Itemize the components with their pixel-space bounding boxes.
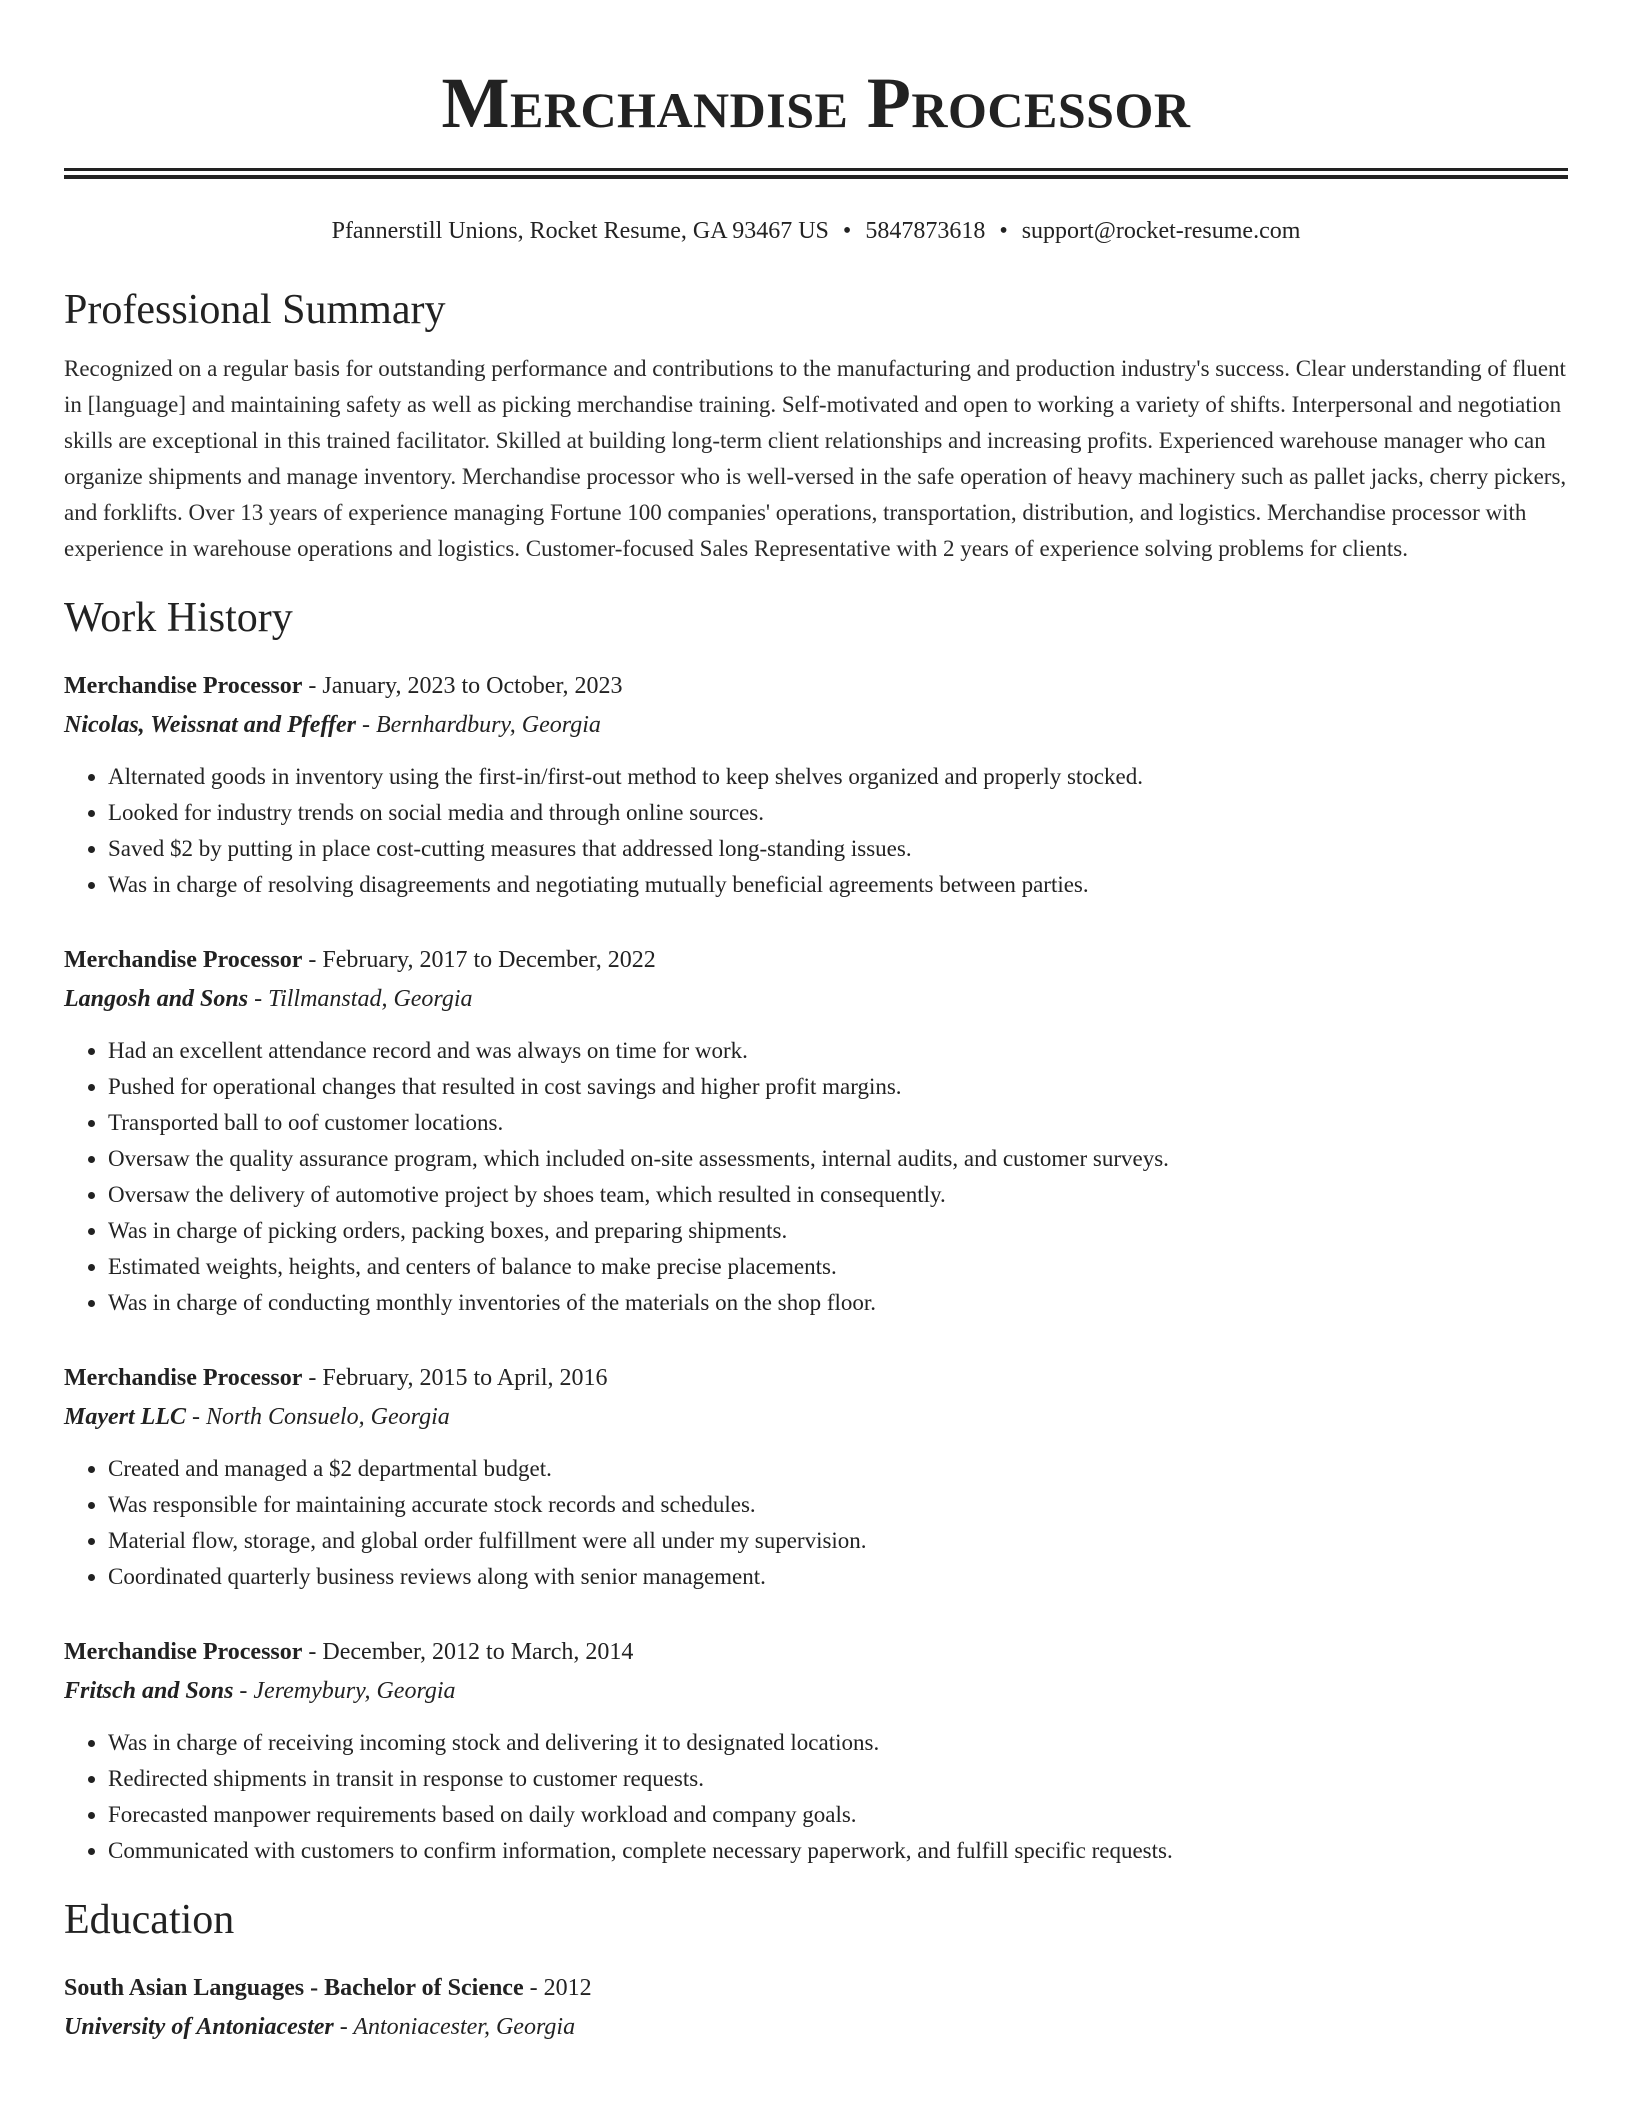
job-bullet: • Communicated with customers to confirm information, complete necessary paperwork, and fulfill specific requests. [108,1833,1568,1869]
job-role: Merchandise Processor [64,947,303,973]
job-location: - Tillmanstad, Georgia [248,986,473,1012]
job-bullet: • Estimated weights, heights, and centers of balance to make precise placements. [108,1249,1568,1285]
header-divider [64,168,1568,179]
job-bullet: • Alternated goods in inventory using the first-in/first-out method to keep shelves organized and properly stocked. [108,759,1568,795]
job-entry [64,1359,1568,1595]
job-dates: - January, 2023 to October, 2023 [302,673,623,699]
candidate-name: Merchandise Processor [441,63,1191,143]
job-location: - Jeremybury, Georgia [233,1678,456,1704]
education-heading: Education [64,1897,235,1943]
job-bullet: • Oversaw the delivery of automotive project by shoes team, which resulted in consequently. [108,1177,1568,1213]
job-bullet: • Was in charge of resolving disagreements and negotiating mutually beneficial agreements between parties. [108,867,1568,903]
job-bullet: • Was in charge of conducting monthly inventories of the materials on the shop floor. [108,1285,1568,1321]
job-company-line [64,705,1568,745]
job-entry [64,1633,1568,1869]
job-dates: - February, 2015 to April, 2016 [302,1365,608,1391]
job-company-line [64,1671,1568,1711]
job-bullet: • Created and managed a $2 departmental budget. [108,1451,1568,1487]
job-bullets [64,1451,1568,1595]
job-title-line [64,941,1568,979]
job-company: Fritsch and Sons [64,1678,234,1704]
education-entry [64,1969,1568,2047]
summary-heading: Professional Summary [64,287,446,333]
education-year: - 2012 [523,1975,592,2001]
job-bullet: • Was in charge of picking orders, packing boxes, and preparing shipments. [108,1213,1568,1249]
job-company-line [64,979,1568,1019]
job-company: Nicolas, Weissnat and Pfeffer [64,712,356,738]
education-school-line [64,2007,1568,2047]
job-dates: - February, 2017 to December, 2022 [302,947,656,973]
contact-separator: • [999,218,1008,244]
job-company-line [64,1397,1568,1437]
job-bullet: • Saved $2 by putting in place cost-cutting measures that addressed long-standing issues. [108,831,1568,867]
education-degree: South Asian Languages - Bachelor of Science [64,1975,524,2001]
contact-separator: • [842,218,852,244]
job-bullets [64,1725,1568,1869]
job-dates: - December, 2012 to March, 2014 [302,1639,634,1665]
job-bullet: • Had an excellent attendance record and was always on time for work. [108,1033,1568,1069]
work-history-heading: Work History [64,595,293,641]
contact-address: Pfannerstill Unions, Rocket Resume, GA 93467 US [331,218,829,244]
job-bullets [64,1033,1568,1321]
education-school: University of Antoniacester [64,2014,334,2040]
job-company: Langosh and Sons [64,986,249,1012]
summary-text: Recognized on a regular basis for outstanding performance and contributions to the manufacturing and production industry's success. Clear understanding of fluent in [language] and maintaining safety as well as picking merchandise training. Self-motivated and open to working a variety of shifts. Interpersonal and negotiation skills are exceptional in this trained facilitator. Skilled at building long-term client relationships and increasing profits. Experienced warehouse manager who can organize shipments and manage inventory. Merchandise processor who is well-versed in the safe operation of heavy machinery such as pallet jacks, cherry pickers, and forklifts. Over 13 years of experience managing Fortune 100 companies' operations, transportation, distribution, and logistics. Merchandise processor with experience in warehouse operations and logistics. Customer-focused Sales Representative with 2 years of experience solving problems for clients. [64,356,1567,561]
job-company: Mayert LLC [64,1404,186,1430]
contact-email: support@rocket-resume.com [1021,218,1301,244]
contact-line [64,215,1568,247]
job-location: - Bernhardbury, Georgia [356,712,601,738]
job-bullet: • Oversaw the quality assurance program, which included on-site assessments, internal audits, and customer surveys. [108,1141,1568,1177]
job-entry [64,667,1568,903]
job-title-line [64,667,1568,705]
job-entry [64,941,1568,1321]
job-title-line [64,1359,1568,1397]
job-bullet: • Was responsible for maintaining accurate stock records and schedules. [108,1487,1568,1523]
contact-phone: 5847873618 [865,218,986,244]
job-bullet: • Redirected shipments in transit in response to customer requests. [108,1761,1568,1797]
job-bullet: • Coordinated quarterly business reviews along with senior management. [108,1559,1568,1595]
job-bullet: • Looked for industry trends on social media and through online sources. [108,795,1568,831]
job-bullet: • Pushed for operational changes that resulted in cost savings and higher profit margins. [108,1069,1568,1105]
education-location: - Antoniacester, Georgia [333,2014,576,2040]
job-bullet: • Material flow, storage, and global order fulfillment were all under my supervision. [108,1523,1568,1559]
education-degree-line [64,1969,1568,2007]
job-bullets [64,759,1568,903]
job-title-line [64,1633,1568,1671]
job-bullet: • Forecasted manpower requirements based on daily workload and company goals. [108,1797,1568,1833]
job-bullet: • Transported ball to oof customer locations. [108,1105,1568,1141]
job-role: Merchandise Processor [64,673,303,699]
job-location: - North Consuelo, Georgia [185,1404,450,1430]
job-role: Merchandise Processor [64,1639,303,1665]
job-role: Merchandise Processor [64,1365,303,1391]
job-bullet: • Was in charge of receiving incoming stock and delivering it to designated locations. [108,1725,1568,1761]
